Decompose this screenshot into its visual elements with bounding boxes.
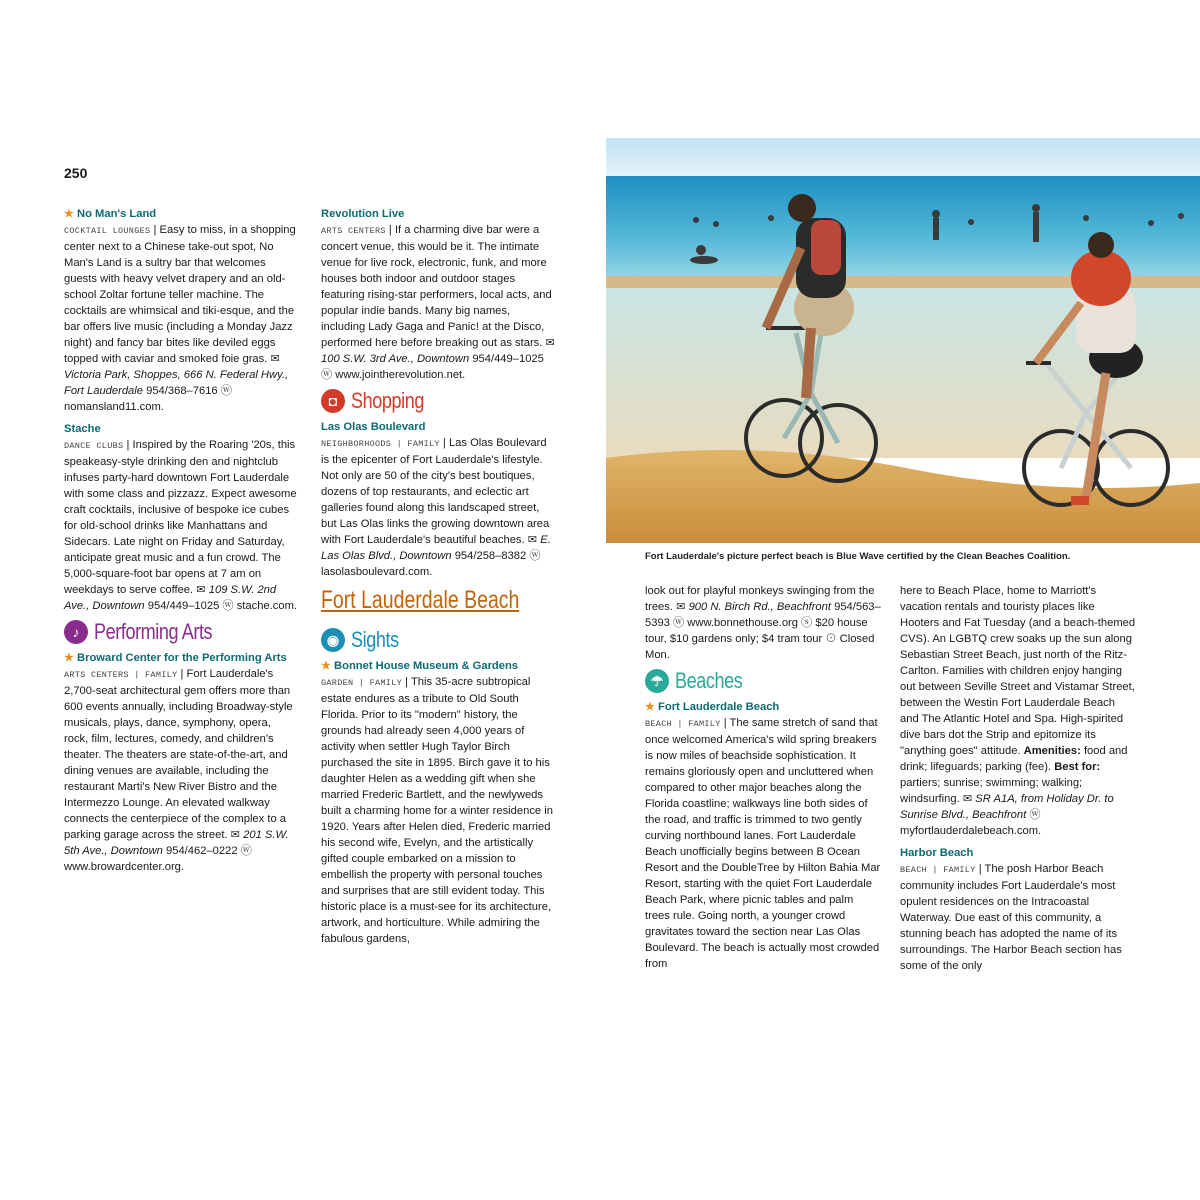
listing-contact: 954/563–5393 ⓦ www.bonnethouse.org ⓢ $20 house tour, $10 gardens only; $4 tram tour ⊙ Closed Mon.: [645, 601, 881, 661]
listing-text: If a charming dive bar were a concert venue, this would be it. The intimate venue for live rock, electronic, funk, and more houses both indoor and outdoor stages featuring rising-star performers, local acts, and popular indie bands. Many big names, including Lady Gaga and Panic! at the Disco, performed here before breaking out as stars.: [321, 224, 552, 349]
column-4: [900, 583, 1136, 980]
section-heading-performing-arts: [64, 620, 298, 644]
listing-fort-lauderdale-beach: ★ Fort Lauderdale Beach BEACH | FAMILY | The same stretch of sand that once welcomed America's wild spring breakers is now miles of beachside sophistication. It remains gloriously open and uncluttered when compared to other major beaches along the Florida coastline; walkways line both sides of the road, and traffic is trimmed to two gently curving northbound lanes. Fort Lauderdale Beach unofficially begins between B Ocean Resort and the DoubleTree by Hilton Bahia Mar Resort, starting with the quiet Fort Lauderdale Beach Park, where picnic tables and palm trees rule. Going north, a younger crowd gravitates toward the section near Las Olas Boulevard. The beach is actually most crowded from: [645, 701, 881, 970]
listing-category: GARDEN | FAMILY: [321, 678, 403, 688]
listing-text: Las Olas Boulevard is the epicenter of Fort Lauderdale's lifestyle. Not only are 50 of the city's best boutiques, dozens of top restaurants, and eclectic art galleries found along this landscaped street, but Las Olas links the growing downtown area with Fort Lauderdale's beautiful beaches.: [321, 437, 550, 546]
best-for-text: partiers; sunrise; swimming; walking; windsurfing.: [900, 777, 1083, 805]
listing-text: The posh Harbor Beach community includes Fort Lauderdale's most opulent residences on the Intracoastal Waterway. Due east of this community, a stunning beach has adopted the name of its surroundings. The Harbor Beach section has some of the only: [900, 863, 1122, 972]
listing-broward-center: ★ Broward Center for the Performing Arts ARTS CENTERS | FAMILY | Fort Lauderdale's 2,700-seat architectural gem offers more than 600 events annually, including Broadway-style musicals, plays, dance, symphony, opera, rock, film, lectures, comedy, and children's theater. The theaters are state-of-the-art, and dining venues are available, including the restaurant Marti's New River Bistro and the Intermezzo Lounge. An elevated walkway connects the centerpiece of the complex to a parking garage across the street. ✉ 201 S.W. 5th Ave., Downtown 954/462–0222 ⓦ www.browardcenter.org.: [64, 652, 293, 873]
section-title: Sights: [351, 627, 399, 652]
umbrella-icon: ☂: [645, 669, 669, 693]
address-icon: ✉: [196, 584, 206, 596]
shopping-bag-icon: ◘: [321, 389, 345, 413]
listing-contact: 954/449–1025 ⓦ www.jointherevolution.net.: [321, 353, 544, 381]
listing-harbor-beach: Harbor Beach BEACH | FAMILY | The posh Harbor Beach community includes Fort Lauderdale's most opulent residences on the Intracoastal Waterway. Due east of this community, a stunning beach has adopted the name of its surroundings. The Harbor Beach section has some of the only: [900, 845, 1136, 974]
listing-name: Bonnet House Museum & Gardens: [334, 660, 519, 672]
listing-text: Inspired by the Roaring '20s, this speakeasy-style drinking den and nightclub infuses party-hard downtown Fort Lauderdale with some class and pizzazz. Expect awesome craft cocktails, inclusive of bespoke ice cubes for old-school drinks like Manhattans and Sidecars. Late night on Friday and Saturday, anticipate great music and a fun crowd. The 5,000-square-foot bar opens at 7 am on weekdays to serve coffee.: [64, 439, 297, 596]
section-title: Shopping: [351, 388, 424, 413]
beach-cyclists-illustration: [606, 138, 1200, 543]
address-icon: ✉: [676, 601, 686, 613]
listing-stache: Stache DANCE CLUBS | Inspired by the Roaring '20s, this speakeasy-style drinking den and nightclub infuses party-hard downtown Fort Lauderdale with some class and pizzazz. Expect awesome craft cocktails, inclusive of bespoke ice cubes for old-school drinks like Manhattans and Sidecars. Late night on Friday and Saturday, anticipate great music and a fun crowd. The 5,000-square-foot bar opens at 7 am on weekdays to serve coffee. ✉ 109 S.W. 2nd Ave., Downtown 954/449–1025 ⓦ stache.com.: [64, 423, 298, 612]
listing-address: Victoria Park, Shoppes, 666 N. Federal Hwy., Fort Lauderdale: [64, 369, 289, 397]
performing-arts-icon: ♪: [64, 620, 88, 644]
listing-contact: 954/258–8382 ⓦ lasolasboulevard.com.: [321, 550, 541, 578]
star-icon: ★: [645, 701, 656, 713]
listing-address: 100 S.W. 3rd Ave., Downtown: [321, 353, 470, 365]
listing-category: ARTS CENTERS: [321, 226, 386, 236]
listing-contact: 954/462–0222 ⓦ www.browardcenter.org.: [64, 845, 252, 873]
address-icon: ✉: [270, 353, 280, 365]
listing-las-olas: Las Olas Boulevard NEIGHBORHOODS | FAMILY | Las Olas Boulevard is the epicenter of Fort Lauderdale's lifestyle. Not only are 50 of the city's best boutiques, dozens of top restaurants, and eclectic art galleries found along this landscaped street, but Las Olas links the growing downtown area with Fort Lauderdale's beautiful beaches. ✉ E. Las Olas Blvd., Downtown 954/258–8382 ⓦ lasolasboulevard.com.: [321, 419, 557, 580]
listing-bonnet-house: ★ Bonnet House Museum & Gardens GARDEN | FAMILY | This 35-acre subtropical estate endures as a tribute to Old South Florida. Prior to its "modern" history, the grounds had already seen 4,000 years of activity when settler Hugh Taylor Birch purchased the site in 1895. Birch gave it to his daughter Helen as a wedding gift when she married Frederic Bartlett, and the newlyweds built a charming home for a winter residence in 1920. Years after Helen died, Frederic married his second wife, Evelyn, and the artistically gifted couple embarked on a mission to embellish the property with personal touches and surprises that are still evident today. This historic place is a must-see for its architecture, artwork, and horticulture. While admiring the fabulous gardens,: [321, 660, 553, 945]
star-icon: ★: [64, 652, 75, 664]
section-heading-shopping: [321, 389, 557, 413]
listing-address: 900 N. Birch Rd., Beachfront: [688, 601, 831, 613]
listing-name: Broward Center for the Performing Arts: [77, 652, 287, 664]
listing-address: E. Las Olas Blvd., Downtown: [321, 534, 551, 562]
listing-no-mans-land: ★ No Man's Land COCKTAIL LOUNGES | Easy to miss, in a shopping center next to a Chinese take-out spot, No Man's Land is a sultry bar that welcomes guests with heavy velvet drapery and an old-school Zoltar fortune teller machine. The cocktails are whimsical and tiki-esque, and the bar offers live music (including a Monday Jazz night) and fancy bar bites like deviled eggs topped with caviar and smoked foie gras. ✉ Victoria Park, Shoppes, 666 N. Federal Hwy., Fort Lauderdale 954/368–7616 ⓦ nomansland11.com.: [64, 208, 296, 413]
listing-address: 201 S.W. 5th Ave., Downtown: [64, 829, 289, 857]
listing-name: Fort Lauderdale Beach: [658, 701, 780, 713]
amenities-label: Amenities:: [1023, 745, 1081, 757]
listing-contact: 954/368–7616 ⓦ nomansland11.com.: [64, 385, 232, 413]
listing-text: look out for playful monkeys swinging from the trees.: [645, 585, 875, 613]
listing-name: Harbor Beach: [900, 847, 974, 859]
best-for-label: Best for:: [1054, 761, 1101, 773]
column-1: [64, 206, 298, 881]
section-heading-beaches: [645, 669, 881, 693]
listing-text: here to Beach Place, home to Marriott's vacation rentals and touristy places like Hooters and Fat Tuesday (and a beach-themed CVS). An LGBTQ crew soaks up the sun along Sebastian Street Beach, just north of the Ritz-Carlton. Families with children enjoy hanging out between Seville Street and Vistamar Street, between the Westin Fort Lauderdale Beach and The Atlantic Hotel and Spa. High-spirited dive bars dot the Strip and epitomize its "anything goes" attitude.: [900, 585, 1136, 757]
listing-category: DANCE CLUBS: [64, 441, 124, 451]
address-icon: ✉: [545, 337, 555, 349]
listing-address: 109 S.W. 2nd Ave., Downtown: [64, 584, 277, 612]
eye-icon: ◉: [321, 628, 345, 652]
listing-category: BEACH | FAMILY: [900, 865, 976, 875]
section-title: Performing Arts: [94, 619, 213, 644]
listing-revolution-live: Revolution Live ARTS CENTERS | If a charming dive bar were a concert venue, this would be it. The intimate venue for live rock, electronic, funk, and more houses both indoor and outdoor stages featuring rising-star performers, local acts, and popular indie bands. Many big names, including Lady Gaga and Panic! at the Disco, performed here before breaking out as stars. ✉ 100 S.W. 3rd Ave., Downtown 954/449–1025 ⓦ www.jointherevolution.net.: [321, 206, 557, 383]
address-icon: ✉: [230, 829, 241, 841]
listing-category: COCKTAIL LOUNGES: [64, 226, 151, 236]
listing-name: Stache: [64, 423, 101, 435]
section-heading-sights: [321, 628, 557, 652]
listing-name: Revolution Live: [321, 208, 405, 220]
listing-text: This 35-acre subtropical estate endures as a tribute to Old South Florida. Prior to its "modern" history, the grounds had already seen 4,000 years of activity when settler Hugh Taylor Birch purchased the site in 1895. Birch gave it to his daughter Helen as a wedding gift when she married Frederic Bartlett, and the newlyweds built a charming home for a winter residence in 1920. Years after Helen died, Frederic married his second wife, Evelyn, and the artistically gifted couple embarked on a mission to embellish the property with personal touches and surprises that are still evident today. This historic place is a must-see for its architecture, artwork, and horticulture. While admiring the fabulous gardens,: [321, 676, 553, 945]
listing-fort-lauderdale-beach-continued: [900, 583, 1136, 839]
listing-name: Las Olas Boulevard: [321, 421, 426, 433]
column-3: [645, 583, 881, 978]
star-icon: ★: [321, 660, 332, 672]
listing-address: SR A1A, from Holiday Dr. to Sunrise Blvd., Beachfront: [900, 793, 1114, 821]
address-icon: ✉: [962, 793, 973, 805]
section-title: Beaches: [675, 668, 743, 693]
listing-bonnet-house-continued: [645, 583, 881, 663]
photo-caption: Fort Lauderdale's picture perfect beach is Blue Wave certified by the Clean Beaches Coalition.: [645, 551, 1071, 562]
region-title: Fort Lauderdale Beach: [321, 586, 520, 614]
listing-text: Fort Lauderdale's 2,700-seat architectural gem offers more than 600 events annually, including Broadway-style musicals, plays, dance, symphony, opera, rock, film, lectures, comedy, and children's theater. The theaters are state-of-the-art, and dining venues are available, including the restaurant Marti's New River Bistro and the Intermezzo Lounge. An elevated walkway connects the centerpiece of the complex to a parking garage across the street.: [64, 668, 293, 841]
listing-name: No Man's Land: [77, 208, 157, 220]
beach-photo: [606, 138, 1200, 543]
listing-contact: ⓦ myfortlauderdalebeach.com.: [900, 809, 1042, 837]
listing-text: The same stretch of sand that once welcomed America's wild spring breakers is now miles of beachside sophistication. It remains gloriously open and uncluttered when compared to other major beaches along the Florida coastline; walkways line both sides of the road, and traffic is trimmed to two gently curving northbound lanes. Fort Lauderdale Beach unofficially begins between B Ocean Resort and the DoubleTree by Hilton Bahia Mar Resort, starting with the quiet Fort Lauderdale Beach Park, where picnic tables and palm trees rule. Going north, a younger crowd gravitates toward the section near Las Olas Boulevard. The beach is actually most crowded from: [645, 717, 881, 970]
column-2: [321, 206, 557, 953]
listing-text: Easy to miss, in a shopping center next to a Chinese take-out spot, No Man's Land is a sultry bar that welcomes guests with heavy velvet drapery and an old-school Zoltar fortune teller machine. The cocktails are whimsical and tiki-esque, and the bar offers live music (including a Monday Jazz night) and fancy bar bites like deviled eggs topped with caviar and smoked foie gras.: [64, 224, 296, 365]
listing-contact: 954/449–1025 ⓦ stache.com.: [147, 600, 298, 612]
listing-category: BEACH | FAMILY: [645, 719, 721, 729]
page-number: 250: [64, 165, 88, 181]
address-icon: ✉: [527, 534, 538, 546]
listing-category: NEIGHBORHOODS | FAMILY: [321, 439, 440, 449]
listing-category: ARTS CENTERS | FAMILY: [64, 670, 178, 680]
amenities-text: food and drink; lifeguards; parking (fee).: [900, 745, 1128, 773]
star-icon: ★: [64, 208, 75, 220]
